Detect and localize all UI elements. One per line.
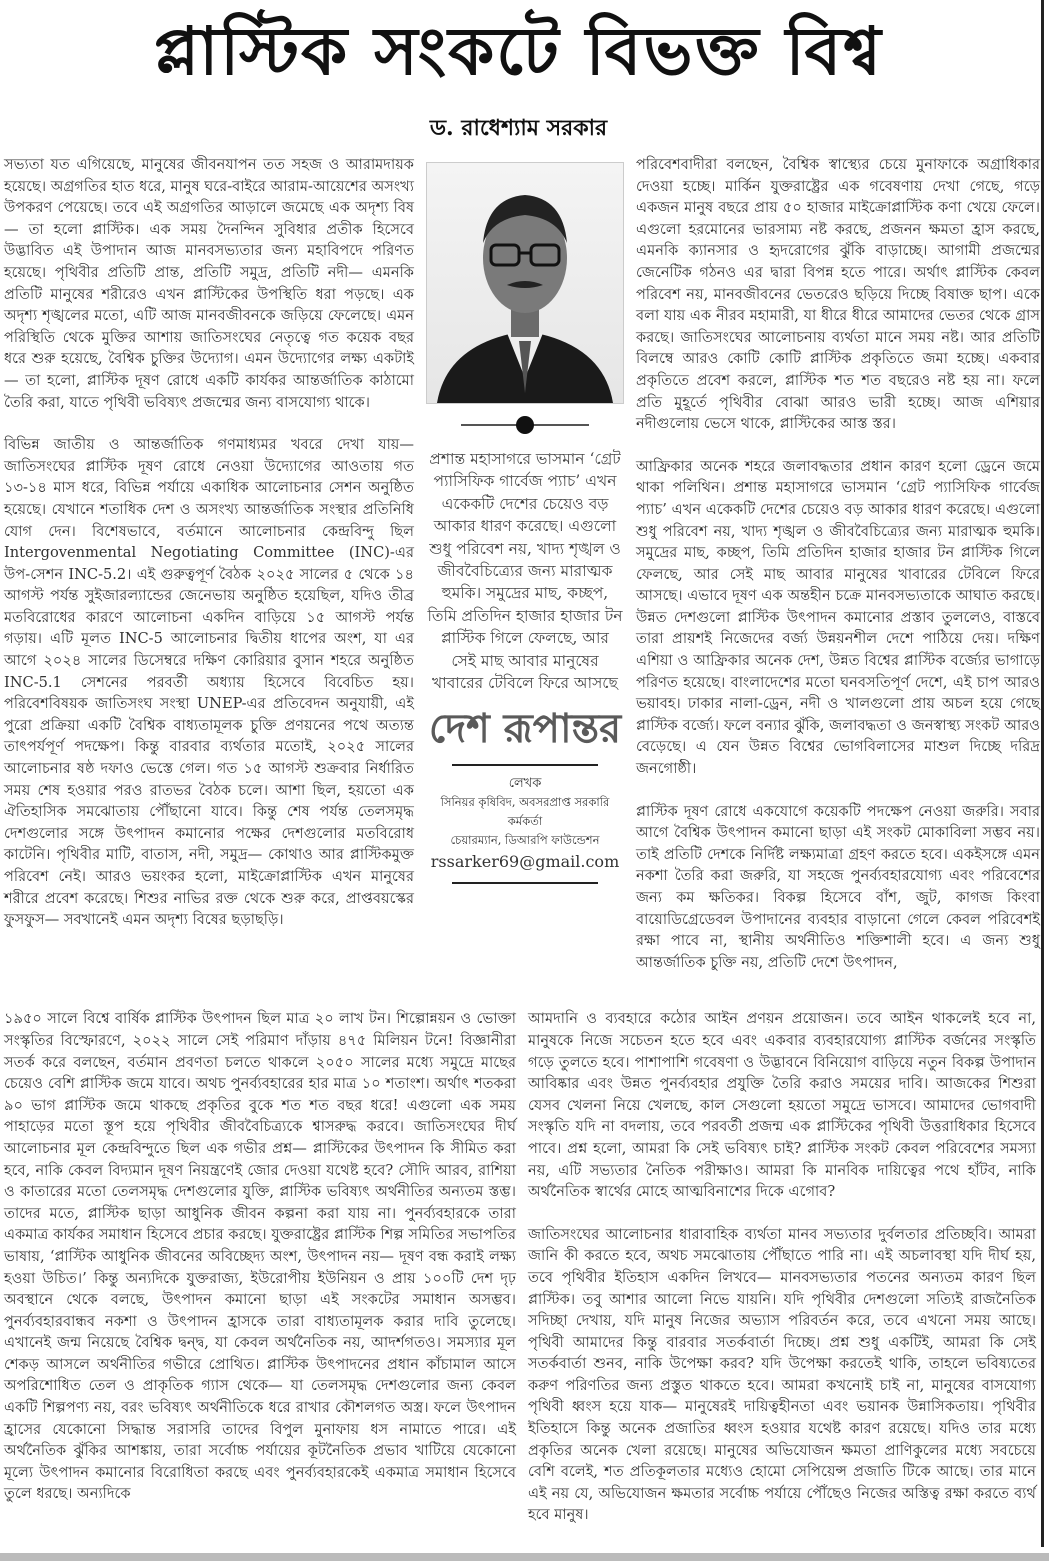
paragraph: বিভিন্ন জাতীয় ও আন্তর্জাতিক গণমাধ্যমর খবরে দেখা যায়— জাতিসংঘের প্লাস্টিক দূষণ রোধে নেওয়া উদ্যোগের আওতায় গত ১৩-১৪ মাস ধরে, বিভিন্ন পর্যায়ে একাধিক আলোচনার সেশন অনুষ্ঠিত হয়েছে। যেখানে শতাধিক দেশ ও অসংখ্য আন্তর্জাতিক সংস্থার প্রতিনিধি যোগ দেন। বিশেষভাবে, বর্তমানে আলোচনার কেন্দ্রবিন্দু ছিল Intergovenmental Negotiating Committee (INC)-এর উপ-সেশন INC-5.2। এই গুরুত্বপূর্ণ বৈঠক ২০২৫ সালের ৫ থেকে ১৪ আগস্ট পর্যন্ত সুইজারল্যান্ডের জেনেভায় অনুষ্ঠিত হয়েছিল, যদিও তীব্র মতবিরোধের কারণে আলোচনা একদিন বাড়িয়ে ১৫ আগস্ট পর্যন্ত গড়ায়। এটি মূলত INC-5 আলোচনার দ্বিতীয় ধাপের অংশ, যা এর আগে ২০২৪ সালের ডিসেম্বরে দক্ষিণ কোরিয়ার বুসান শহরে অনুষ্ঠিত INC-5.1 সেশনের পরবর্তী অধ্যায় হিসেবে বিবেচিত হয়। পরিবেশবিষয়ক জাতিসংঘ সংস্থা UNEP-এর প্রতিবেদন অনুযায়ী, এই পুরো প্রক্রিয়া একটি বৈশ্বিক বাধ্যতামূলক চুক্তি প্রণয়নের পথে অত্যন্ত তাৎপর্যপূর্ণ পদক্ষেপ। কিন্তু বারবার ব্যর্থতার মতোই, ২০২৫ সালের আলোচনার ষষ্ঠ দফাও ভেস্তে গেল। গত ১৫ আগস্ট শুক্রবার নির্ধারিত সময় শেষ হওয়ার পরও রাতভর বৈঠক চলে। আশা ছিল, হয়তো এক ঐতিহাসিক সমঝোতায় পৌঁছানো যাবে। কিন্তু শেষ পর্যন্ত তেলসমৃদ্ধ দেশগুলোর সঙ্গে উৎপাদন কমানোর পক্ষের দেশগুলোর মতবিরোধ কাটেনি। পৃথিবীর মাটি, বাতাস, নদী, সমুদ্র— কোথাও আর প্লাস্টিকমুক্ত পরিবেশ নেই। আরও ভয়ংকর হলো, মাইক্রোপ্লাস্টিক এখন মানুষের শরীরে প্রবেশ করেছে। শিশুর নাভির রক্ত থেকে শুরু করে, প্রাপ্তবয়স্কের ফুসফুস— সবখানেই এমন অদৃশ্য বিষের ছড়াছড়ি।	[4, 436, 414, 929]
bottom-border	[0, 1553, 1049, 1561]
top-section	[4, 154, 1040, 994]
column-middle	[422, 154, 628, 884]
column-bottom-right	[528, 1008, 1036, 1547]
pull-quote: প্রশান্ত মহাসাগরে ভাসমান ‘গ্রেট প্যাসিফিক গার্বেজ প্যাচ’ এখন একেকটি দেশের চেয়েও বড় আকার ধারণ করেছে। এগুলো শুধু পরিবেশ নয়, খাদ্য শৃঙ্খল ও জীববৈচিত্র্যের জন্য মারাত্মক হুমকি। সমুদ্রের মাছ, কচ্ছপ, তিমি প্রতিদিন হাজার হাজার টন প্লাস্টিক গিলে ফেলছে, আর সেই মাছ আবার মানুষের খাবারের টেবিলে ফিরে আসছে	[427, 450, 623, 693]
divider	[461, 416, 589, 434]
column-top-left	[4, 154, 414, 952]
author-box	[422, 774, 628, 874]
paragraph: ১৯৫০ সালে বিশ্বে বার্ষিক প্লাস্টিক উৎপাদন ছিল মাত্র ২০ লাখ টন। শিল্পোন্নয়ন ও ভোক্তা সংস্কৃতির বিস্ফোরণে, ২০২২ সালে সেই পরিমাণ দাঁড়ায় ৪৭৫ মিলিয়ন টনে! বিজ্ঞানীরা সতর্ক করে বলছেন, বর্তমান প্রবণতা চলতে থাকলে ২০৫০ সালের মধ্যে সমুদ্রে মাছের চেয়েও বেশি প্লাস্টিক জমে যাবে। অথচ পুনর্ব্যবহারের হার মাত্র ১০ শতাংশ। অর্থাৎ শতকরা ৯০ ভাগ প্লাস্টিক জমে থাকছে প্রকৃতির বুকে শত শত বছর ধরে! এগুলো এক সময় পাহাড়ের মতো স্তূপ হয়ে পৃথিবীর জীববৈচিত্র্যকে শ্বাসরুদ্ধ করবে। জাতিসংঘের দীর্ঘ আলোচনার মূল কেন্দ্রবিন্দুতে ছিল এক গভীর প্রশ্ন— প্লাস্টিকের উৎপাদন কি সীমিত করা হবে, নাকি কেবল বিদ্যমান দূষণ নিয়ন্ত্রণেই জোর দেওয়া যথেষ্ট হবে? সৌদি আরব, রাশিয়া ও কাতারের মতো তেলসমৃদ্ধ দেশগুলোর যুক্তি, প্লাস্টিক ভবিষ্যৎ অর্থনীতির অন্যতম স্তম্ভ। তাদের মতে, প্লাস্টিক ছাড়া আধুনিক জীবন কল্পনা করা যায় না। পুনর্ব্যবহারকে তারা একমাত্র কার্যকর সমাধান হিসেবে প্রচার করছে। যুক্তরাষ্ট্রের প্লাস্টিক শিল্প সমিতির সভাপতির ভাষায়, ‘প্লাস্টিক আধুনিক জীবনের অবিচ্ছেদ্য অংশ, উৎপাদন নয়— দূষণ বন্ধ করাই লক্ষ্য হওয়া উচিত।’ কিন্তু অন্যদিকে যুক্তরাজ্য, ইউরোপীয় ইউনিয়ন ও প্রায় ১০০টি দেশ দৃঢ় অবস্থানে থেকে বলছে, উৎপাদন কমানো ছাড়া এই সংকটের সমাধান অসম্ভব। পুনর্ব্যবহারবান্ধব নকশা ও উৎপাদন হ্রাসকে তারা বাধ্যতামূলক করার দাবি তুলেছে। এখানেই জন্ম নিয়েছে বৈশ্বিক দ্বন্দ্ব, যা কেবল অর্থনৈতিক নয়, আদর্শগতও। সমস্যার মূল শেকড় আসলে অর্থনীতির গভীরে প্রোথিত। প্লাস্টিক উৎপাদনের প্রধান কাঁচামাল আসে অপরিশোধিত তেল ও প্রাকৃতিক গ্যাস থেকে— যা তেলসমৃদ্ধ দেশগুলোর জন্য কেবল একটি শিল্পপণ্য নয়, বরং ভবিষ্যৎ অর্থনীতিকে ধরে রাখার কৌশলগত অস্ত্র। ফলে উৎপাদন হ্রাসের যেকোনো সিদ্ধান্ত সরাসরি তাদের বিপুল মুনাফায় ধস নামাতে পারে। এই অর্থনৈতিক ঝুঁকির আশঙ্কায়, তারা সর্বোচ্চ পর্যায়ের কূটনৈতিক প্রভাব খাটিয়ে যেকোনো মূল্যে উৎপাদন কমানোর বিরোধিতা করছে এবং পুনর্ব্যবহারকেই একমাত্র সমাধান হিসেবে তুলে ধরছে। অন্যদিকে	[4, 1010, 516, 1503]
author-affiliation: চেয়ারম্যান, ডিআরপি ফাউন্ডেশন	[450, 833, 600, 848]
author-email: rssarker69@gmail.com	[430, 852, 620, 872]
paragraph: আমদানি ও ব্যবহারে কঠোর আইন প্রণয়ন প্রয়োজন। তবে আইন থাকলেই হবে না, মানুষকে নিজে সচেতন হতে হবে এবং একবার ব্যবহারযোগ্য প্লাস্টিক বর্জনের সংস্কৃতি গড়ে তুলতে হবে। পাশাপাশি গবেষণা ও উদ্ভাবনে বিনিয়োগ বাড়িয়ে নতুন বিকল্প উপাদান আবিষ্কার এবং উন্নত পুনর্ব্যবহার প্রযুক্তি তৈরি করাও সময়ের দাবি। আজকের শিশুরা যেসব খেলনা নিয়ে খেলছে, কাল সেগুলো হয়তো সমুদ্রে ভাসবে। আমাদের ভোগবাদী সংস্কৃতি যদি না বদলায়, তবে পরবর্তী প্রজন্ম এক প্লাস্টিকের পৃথিবী উত্তরাধিকার হিসেবে পাবে। প্রশ্ন হলো, আমরা কি সেই ভবিষ্যৎ চাই? প্লাস্টিক সংকট কেবল পরিবেশের সমস্যা নয়, এটি সভ্যতার নৈতিক পরীক্ষাও। আমরা কি মানবিক দায়িত্বের পথে হাঁটব, নাকি অর্থনৈতিক স্বার্থের মোহে আত্মবিনাশের দিকে এগোব?	[528, 1010, 1036, 1201]
newspaper-watermark: দেশ রূপান্তর	[428, 706, 622, 753]
column-bottom-left	[4, 1008, 516, 1526]
paragraph: প্লাস্টিক দূষণ রোধে একযোগে কয়েকটি পদক্ষেপ নেওয়া জরুরি। সবার আগে বৈশ্বিক উৎপাদন কমানো ছাড়া এই সংকট মোকাবিলা সম্ভব নয়। তাই প্রতিটি দেশকে নির্দিষ্ট লক্ষ্যমাত্রা গ্রহণ করতে হবে। একইসঙ্গে এমন নকশা তৈরি করা জরুরি, যা সহজে পুনর্ব্যবহারযোগ্য এবং পরিবেশের জন্য কম ক্ষতিকর। বিকল্প হিসেবে বাঁশ, জুট, কাগজ কিংবা বায়োডিগ্রেডেবল উপাদানের ব্যবহার বাড়ানো গেলে কেবল পরিবেশই রক্ষা পাবে না, স্থানীয় অর্থনীতিও শক্তিশালী হবে। এ জন্য শুধু আন্তর্জাতিক চুক্তি নয়, প্রতিটি দেশে উৎপাদন,	[636, 802, 1040, 971]
paragraph: পরিবেশবাদীরা বলছেন, বৈশ্বিক স্বাস্থ্যের চেয়ে মুনাফাকে অগ্রাধিকার দেওয়া হচ্ছে। মার্কিন যুক্তরাষ্ট্রের এক গবেষণায় দেখা গেছে, গড়ে একজন মানুষ বছরে প্রায় ৫০ হাজার মাইক্রোপ্লাস্টিক কণা খেয়ে ফেলে। এগুলো হরমোনের ভারসাম্য নষ্ট করছে, প্রজনন ক্ষমতা হ্রাস করছে, এমনকি ক্যানসার ও হৃদরোগের ঝুঁকি বাড়াচ্ছে। আগামী প্রজন্মের জেনেটিক গঠনও এর দ্বারা বিপন্ন হতে পারে। অর্থাৎ প্লাস্টিক কেবল পরিবেশ নয়, মানবজীবনের ভেতরেও ছড়িয়ে দিচ্ছে বিষাক্ত ছাপ। একে বলা যায় এক নীরব মহামারী, যা ধীরে ধীরে আমাদের ভেতর থেকে গ্রাস করছে। জাতিসংঘের আলোচনায় ব্যর্থতা মানে সময় নষ্ট। আর প্রতিটি বিলম্বে আরও কোটি কোটি প্লাস্টিক প্রকৃতিতে জমা হচ্ছে। একবার প্রকৃতিতে প্রবেশ করলে, প্লাস্টিক শত শত বছরেও নষ্ট হয় না। ফলে প্রতি মুহূর্তে পৃথিবীর বোঝা আরও ভারী হচ্ছে। আজ এশিয়ার নদীগুলোয় ভেসে থাকে, প্লাস্টিকের আস্ত স্তর।	[636, 156, 1040, 433]
column-top-right	[636, 154, 1040, 994]
divider-dot	[516, 416, 534, 434]
divider-line	[452, 882, 598, 884]
paragraph: সভ্যতা যত এগিয়েছে, মানুষের জীবনযাপন তত সহজ ও আরামদায়ক হয়েছে। অগ্রগতির হাত ধরে, মানুষ ঘরে-বাইরে আরাম-আয়েশের অসংখ্য উপকরণ পেয়েছে। তবে এই অগ্রগতির আড়ালে জমেছে এক অদৃশ্য বিষ— তা হলো প্লাস্টিক। এক সময় দৈনন্দিন সুবিধার প্রতীক হিসেবে উদ্ভাবিত এই উপাদান আজ মানবসভ্যতার জন্য মহাবিপদে পরিণত হয়েছে। পৃথিবীর প্রতিটি প্রান্ত, প্রতিটি সমুদ্র, প্রতিটি নদী— এমনকি প্রতিটি মানুষের শরীরেও এখন প্লাস্টিকের উপস্থিতি ধরা পড়ছে। এক অদৃশ্য শৃঙ্খলের মতো, এটি আজ মানবজীবনকে জড়িয়ে ফেলেছে। এমন পরিস্থিতি থেকে মুক্তির আশায় জাতিসংঘের নেতৃত্বে গত কয়েক বছর ধরে শুরু হয়েছে, বৈশ্বিক চুক্তির উদ্যোগ। এমন উদ্যোগের লক্ষ্য একটাই— তা হলো, প্লাস্টিক দূষণ রোধে একটি কার্যকর আন্তর্জাতিক কাঠামো তৈরি করা, যাতে পৃথিবী ভবিষ্যৎ প্রজন্মের জন্য বাসযোগ্য থাকে।	[4, 156, 414, 411]
bottom-section	[4, 1008, 1037, 1547]
author-portrait-image	[427, 163, 623, 403]
headline: প্লাস্টিক সংকটে বিভক্ত বিশ্ব	[154, 13, 883, 90]
paragraph: জাতিসংঘের আলোচনার ধারাবাহিক ব্যর্থতা মানব সভ্যতার দুর্বলতার প্রতিচ্ছবি। আমরা জানি কী করতে হবে, অথচ সমঝোতায় পৌঁছাতে পারি না। এই অচলাবস্থা যদি দীর্ঘ হয়, তবে পৃথিবীর ইতিহাস একদিন লিখবে— মানবসভ্যতার পতনের অন্যতম কারণ ছিল প্লাস্টিক। তবু আশার আলো নিভে যায়নি। যদি পৃথিবীর দেশগুলো সত্যিই রাজনৈতিক সদিচ্ছা দেখায়, যদি মানুষ নিজের অভ্যাস পরিবর্তন করে, তবে এখনো সময় আছে। পৃথিবী আমাদের কিন্তু বারবার সতর্কবার্তা দিচ্ছে। প্রশ্ন শুধু একটিই, আমরা কি সেই সতর্কবার্তা শুনব, নাকি উপেক্ষা করব? যদি উপেক্ষা করতেই থাকি, তাহলে ভবিষ্যতের করুণ পরিণতির জন্য প্রস্তুত থাকতে হবে। আমরা কখনোই চাই না, মানুষের বাসযোগ্য পৃথিবী ধ্বংস হয়ে যাক— মানুষেরই দায়িত্বহীনতা এবং ভয়ানক উন্নাসিকতায়। পৃথিবীর ইতিহাসে কিন্তু অনেক প্রজাতির ধ্বংস হওয়ার যথেষ্ট কারণ রয়েছে। যদিও তার মধ্যে প্রকৃতির অনেক খেলা রয়েছে। মানুষের অভিযোজন ক্ষমতা প্রাণিকুলের মধ্যে সবচেয়ে বেশি বলেই, শত প্রতিকূলতার মধ্যেও হোমো সেপিয়েন্স প্রজাতি টিকে আছে। তার মানে এই নয় যে, অভিযোজন ক্ষমতার সর্বোচ্চ পর্যায়ে পৌঁছেও নিজের অস্তিত্ব রক্ষা করতে ব্যর্থ হবে মানুষ।	[528, 1225, 1037, 1524]
divider-line	[452, 764, 598, 766]
author-designation: সিনিয়র কৃষিবিদ, অবসরপ্রাপ্ত সরকারি কর্মকর্তা	[440, 795, 610, 829]
author-photo	[426, 162, 624, 404]
author-label: লেখক	[508, 776, 542, 792]
author-byline: ড. রাধেশ্যাম সরকার	[429, 115, 608, 141]
paragraph: আফ্রিকার অনেক শহরে জলাবদ্ধতার প্রধান কারণ হলো ড্রেনে জমে থাকা পলিথিন। প্রশান্ত মহাসাগরে ভাসমান ‘গ্রেট প্যাসিফিক গার্বেজ প্যাচ’ এখন একেকটি দেশের চেয়েও বড় আকার ধারণ করেছে। এগুলো শুধু পরিবেশ নয়, খাদ্য শৃঙ্খল ও জীববৈচিত্র্যের জন্য মারাত্মক হুমকি। সমুদ্রের মাছ, কচ্ছপ, তিমি প্রতিদিন হাজার হাজার টন প্লাস্টিক গিলে ফেলছে, আর সেই মাছ আবার মানুষের খাবারের টেবিলে ফিরে আসছে। এভাবে দূষণ এক অন্তহীন চক্রে মানবসভ্যতাকে আঘাত করছে। উন্নত দেশগুলো প্লাস্টিক উৎপাদন কমানোর প্রস্তাব তুললেও, বাস্তবে তারা প্রায়শই নিজেদের বর্জ্য উন্নয়নশীল দেশে পাঠিয়ে দেয়। দক্ষিণ এশিয়া ও আফ্রিকার অনেক দেশ, উন্নত বিশ্বের প্লাস্টিক বর্জ্যের ভাগাড়ে পরিণত হয়েছে। বাংলাদেশের মতো ঘনবসতিপূর্ণ দেশে, এই চাপ আরও ভয়াবহ। ঢাকার নালা-ড্রেন, নদী ও খালগুলো প্রায় অচল হয়ে গেছে প্লাস্টিক বর্জ্যে। ফলে বন্যার ঝুঁকি, জলাবদ্ধতা ও জনস্বাস্থ্য সংকট আরও বেড়েছে। এ যেন উন্নত বিশ্বের ভোগবিলাসের মাশুল দিচ্ছে দরিদ্র জনগোষ্ঠী।	[636, 457, 1040, 778]
